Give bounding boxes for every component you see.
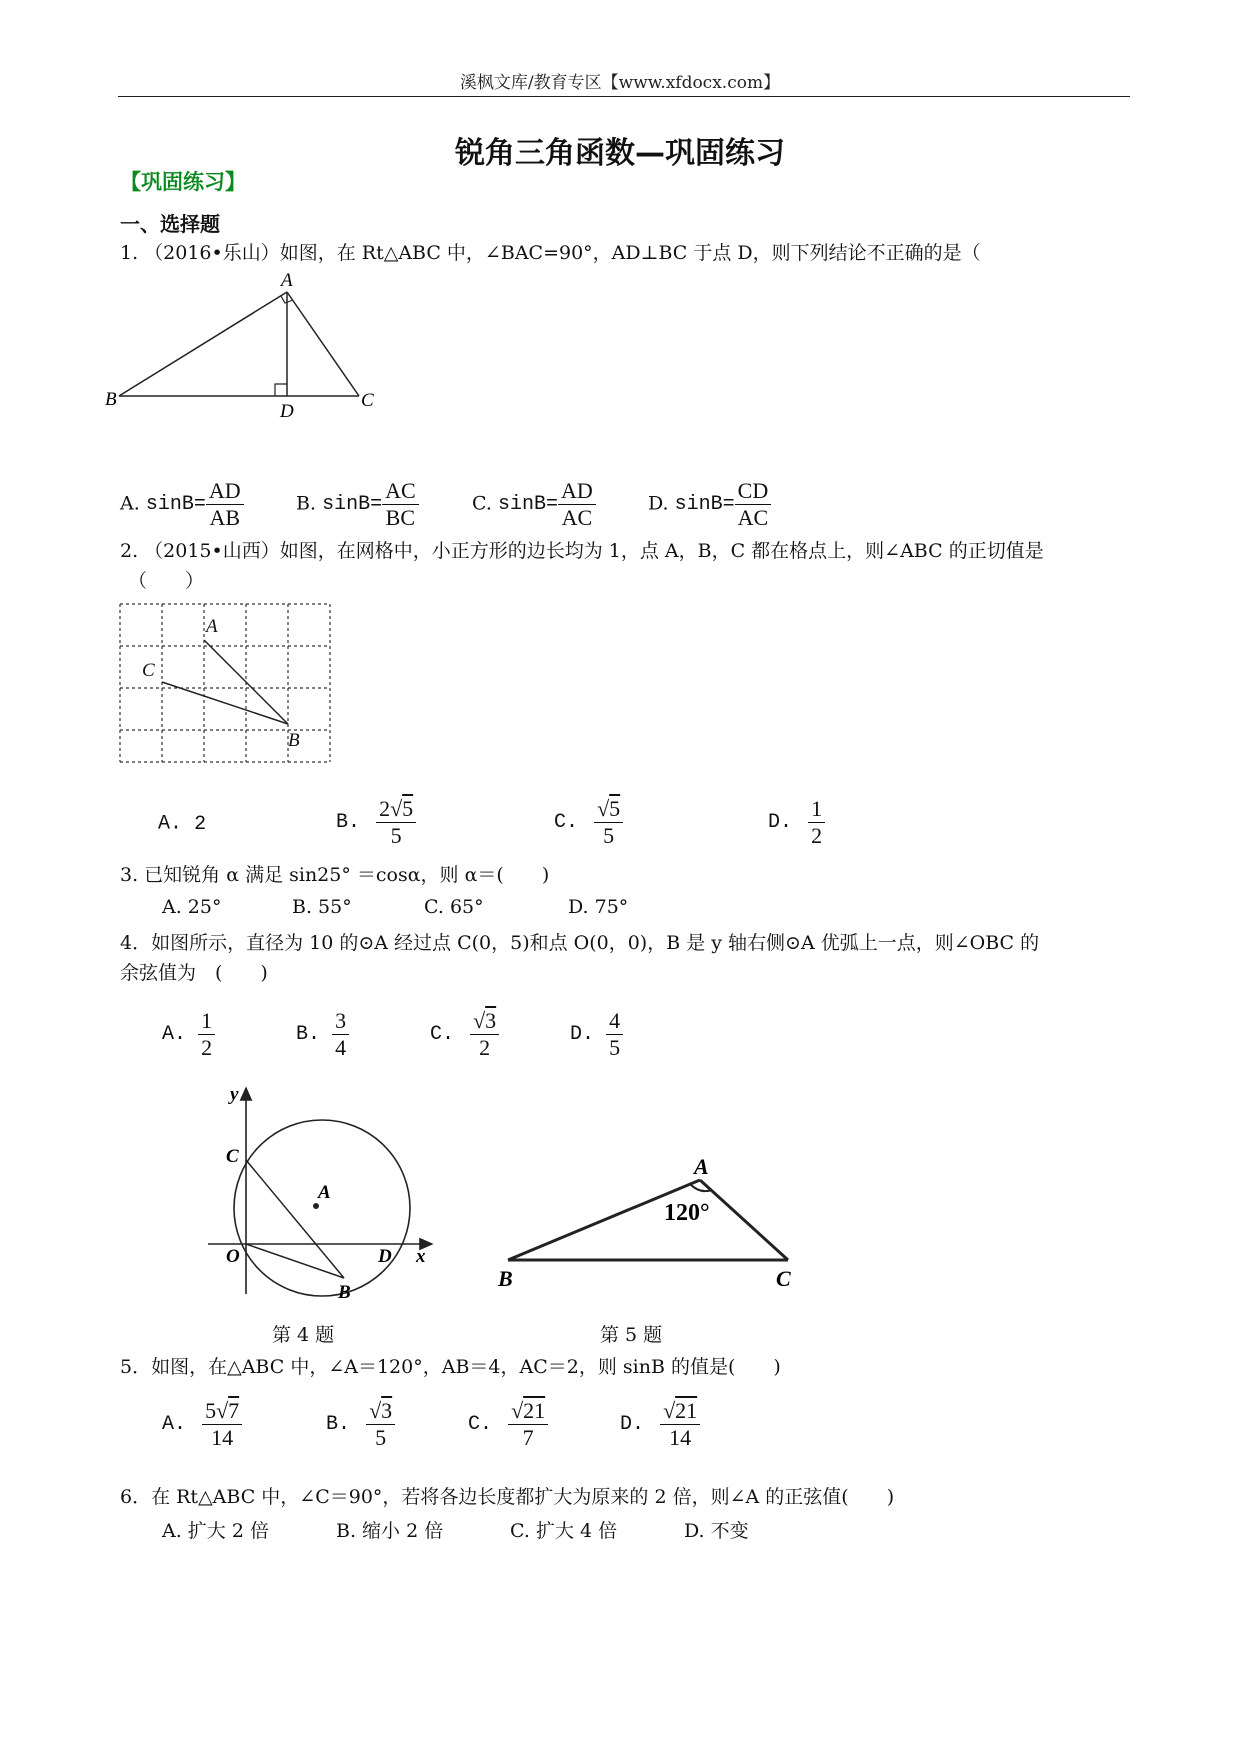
section-label: 【巩固练习】 [120, 170, 246, 194]
numerator: AD [558, 478, 596, 505]
label-x: x [416, 1246, 426, 1267]
label-o: O [226, 1246, 240, 1267]
q6-option-b: B. 缩小 2 倍 [336, 1520, 444, 1542]
numerator: AC [382, 478, 419, 505]
denominator: BC [385, 505, 416, 530]
radicand: 21 [523, 1398, 546, 1423]
q2-option-b [336, 796, 416, 849]
radicand: 21 [675, 1398, 698, 1423]
numerator: 3 [332, 1008, 349, 1035]
q4-option-c [430, 1008, 499, 1061]
q3-option-c: C. 65° [424, 896, 484, 918]
option-letter: B. [326, 1413, 351, 1436]
question-4-text-cont: 余弦值为 ( ) [120, 962, 268, 984]
numerator: 1 [198, 1008, 215, 1035]
fraction [376, 796, 416, 849]
option-letter: D. [570, 1023, 595, 1046]
label-a: A [281, 270, 293, 291]
header-divider [118, 96, 1130, 97]
q2-option-d [768, 796, 825, 849]
denominator: 2 [479, 1035, 491, 1060]
label-b: B [498, 1266, 513, 1291]
q4-option-a [162, 1008, 215, 1061]
q5-caption: 第 5 题 [600, 1324, 663, 1346]
option-letter: B. [296, 1023, 321, 1046]
q5-figure [490, 1150, 810, 1300]
q2-option-a [158, 812, 206, 836]
option-letter: D. [648, 492, 669, 515]
option-fn: sinB= [497, 493, 558, 516]
question-1-text: 1. （2016•乐山）如图，在 Rt△ABC 中，∠BAC=90°，AD⊥BC 于点 D，则下列结论不正确的是（ [120, 242, 981, 264]
denominator: AC [737, 505, 769, 530]
option-letter: C. [472, 492, 492, 515]
option-letter: A. [162, 1023, 187, 1046]
option-letter: D. [620, 1413, 645, 1436]
label-b: B [105, 389, 117, 410]
denominator: 14 [211, 1425, 234, 1450]
label-y: y [230, 1084, 239, 1105]
fraction [508, 1398, 548, 1451]
question-2-text-cont: （ ） [128, 570, 205, 592]
fraction [366, 1398, 395, 1451]
q4-option-b [296, 1008, 349, 1061]
option-letter: C. [430, 1023, 455, 1046]
q3-option-d: D. 75° [568, 896, 629, 918]
denominator: 2 [811, 823, 823, 848]
question-6-text: 6．在 Rt△ABC 中，∠C＝90°，若将各边长度都扩大为原来的 2 倍，则∠A 的正弦值( ) [120, 1486, 895, 1508]
radicand: 5 [402, 796, 414, 821]
fraction [332, 1008, 349, 1061]
q1-option-c [472, 478, 596, 531]
option-fn: sinB= [674, 493, 735, 516]
label-a: A [694, 1154, 709, 1179]
numerator: √21 [660, 1398, 700, 1425]
fraction [660, 1398, 700, 1451]
question-5-text: 5．如图，在△ABC 中，∠A＝120°，AB＝4，AC＝2，则 sinB 的值是( ) [120, 1356, 781, 1378]
question-2-text: 2. （2015•山西）如图，在网格中，小正方形的边长均为 1，点 A，B，C 都在格点上，则∠ABC 的正切值是 [120, 540, 1044, 562]
numerator: √3 [470, 1008, 499, 1035]
radicand: 3 [381, 1398, 393, 1423]
label-d: D [378, 1246, 392, 1267]
fraction [198, 1008, 215, 1061]
fraction [558, 478, 596, 531]
denominator: 5 [609, 1035, 621, 1060]
q2-grid-figure [116, 598, 336, 768]
question-4-text: 4．如图所示，直径为 10 的⊙A 经过点 C(0，5)和点 O(0，0)，B 是 y 轴右侧⊙A 优弧上一点，则∠OBC 的 [120, 932, 1040, 954]
numerator: √3 [366, 1398, 395, 1425]
fraction [808, 796, 825, 849]
numerator: AD [206, 478, 244, 505]
radicand: 5 [609, 796, 621, 821]
center-point-a [313, 1203, 319, 1209]
coefficient: 2 [379, 796, 391, 821]
numerator: 4 [606, 1008, 623, 1035]
q4-caption: 第 4 题 [272, 1324, 335, 1346]
denominator: 4 [335, 1035, 347, 1060]
q5-option-b [326, 1398, 395, 1451]
numerator: 1 [808, 796, 825, 823]
denominator: AB [209, 505, 240, 530]
option-letter: D. [768, 811, 793, 834]
page-title: 锐角三角函数—巩固练习 [455, 136, 785, 171]
option-letter: C. [468, 1413, 493, 1436]
q1-option-b [296, 478, 419, 531]
denominator: 5 [375, 1425, 387, 1450]
denominator: 14 [669, 1425, 692, 1450]
label-a: A [206, 616, 218, 637]
coefficient: 5 [205, 1398, 217, 1423]
fraction [470, 1008, 499, 1061]
q6-option-a: A. 扩大 2 倍 [162, 1520, 269, 1542]
label-c: C [226, 1146, 239, 1167]
q5-option-a [162, 1398, 242, 1451]
label-c: C [361, 390, 374, 411]
fraction [606, 1008, 623, 1061]
label-b: B [288, 730, 300, 751]
option-letter: A. [162, 1413, 187, 1436]
fraction [202, 1398, 242, 1451]
q6-option-d: D. 不变 [684, 1520, 749, 1542]
option-letter: A. [158, 812, 183, 836]
numerator: √21 [508, 1398, 548, 1425]
denominator: AC [561, 505, 593, 530]
label-c: C [776, 1266, 791, 1291]
denominator: 5 [603, 823, 615, 848]
option-letter: B. [296, 492, 317, 515]
q1-figure [105, 270, 405, 420]
q3-option-a: A. 25° [162, 896, 222, 918]
label-a: A [318, 1182, 331, 1203]
q5-option-c [468, 1398, 548, 1451]
q4-option-d [570, 1008, 623, 1061]
numerator: 5√7 [202, 1398, 242, 1425]
angle-label: 120° [664, 1200, 710, 1226]
q1-option-a [120, 478, 244, 531]
q4-figure [200, 1080, 440, 1300]
q1-option-d [648, 478, 771, 531]
q6-option-c: C. 扩大 4 倍 [510, 1520, 618, 1542]
option-value: 2 [194, 812, 207, 836]
option-fn: sinB= [145, 493, 206, 516]
fraction [206, 478, 244, 531]
page-header: 溪枫文库/教育专区【www.xfdocx.com】 [459, 73, 781, 93]
denominator: 5 [390, 823, 402, 848]
q2-option-c [554, 796, 623, 849]
numerator: 2√5 [376, 796, 416, 823]
segment-ac [700, 1180, 788, 1260]
q5-option-d [620, 1398, 700, 1451]
numerator: CD [735, 478, 772, 505]
fraction [382, 478, 419, 531]
label-c: C [142, 660, 155, 681]
radicand: 3 [485, 1008, 497, 1033]
option-letter: A. [120, 492, 140, 515]
part-heading: 一、选择题 [120, 212, 220, 236]
option-letter: C. [554, 811, 579, 834]
fraction [735, 478, 772, 531]
question-3-text: 3. 已知锐角 α 满足 sin25° ＝cosα，则 α＝( ) [120, 864, 550, 886]
fraction [594, 796, 623, 849]
option-fn: sinB= [322, 493, 383, 516]
option-letter: B. [336, 811, 361, 834]
denominator: 2 [201, 1035, 213, 1060]
q3-option-b: B. 55° [292, 896, 352, 918]
label-d: D [280, 401, 294, 420]
denominator: 7 [522, 1425, 534, 1450]
label-b: B [338, 1282, 351, 1300]
radicand: 7 [228, 1398, 240, 1423]
numerator: √5 [594, 796, 623, 823]
